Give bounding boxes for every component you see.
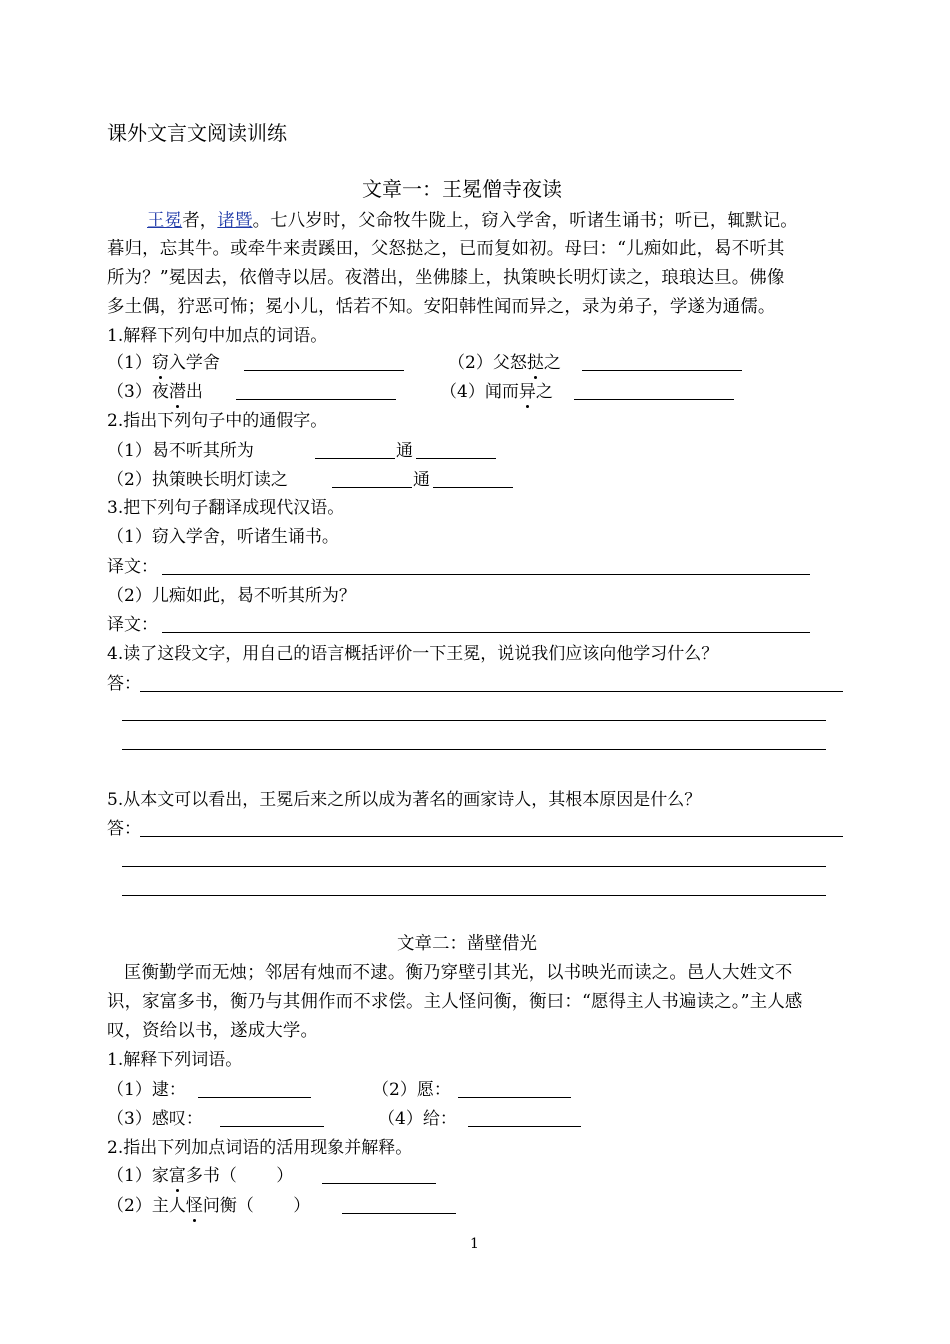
a1-q1-prompt: 1.解释下列句中加点的词语。	[107, 326, 328, 346]
a1-q2-blank1a[interactable]	[315, 458, 395, 459]
text: （4）闻而	[440, 382, 519, 402]
a1-q4-answer-line3[interactable]	[122, 749, 826, 750]
tong-label: 通	[396, 441, 413, 461]
article2-para-line2: 识，家富多书，衡乃与其佣作而不求偿。主人怪问衡，衡曰：“愿得主人书遍读之。”主人感	[107, 992, 803, 1012]
a1-q1-item4	[440, 381, 553, 403]
a2-q1-blank2[interactable]	[458, 1097, 571, 1098]
text: 入学舍	[168, 353, 220, 373]
a1-q1-answer4-blank[interactable]	[574, 399, 734, 400]
a2-q1-blank3[interactable]	[220, 1126, 324, 1127]
article2-heading: 文章二：凿壁借光	[397, 934, 537, 954]
link-zhuji[interactable]: 诸暨	[217, 211, 253, 231]
a1-q2-item2: （2）执策映长明灯读之	[107, 470, 288, 490]
text: 之	[543, 353, 561, 373]
dotted-word: 窃	[151, 353, 169, 373]
a1-q1-item3	[107, 381, 203, 403]
article2-para-line3: 叹，资给以书，遂成大学。	[107, 1021, 319, 1041]
translation-label: 译文：	[107, 615, 158, 635]
a1-q4-prompt: 4.读了这段文字，用自己的语言概括评价一下王冕，说说我们应该向他学习什么？	[107, 644, 719, 664]
a1-q1-answer2-blank[interactable]	[582, 370, 742, 371]
text: 问衡（ ）	[202, 1196, 311, 1216]
a1-q3-answer1-line[interactable]	[162, 574, 810, 575]
text: （2）主人	[107, 1196, 186, 1216]
article1-para-line2: 暮归，忘其牛。或牵牛来责蹊田，父怒挞之，已而复如初。母曰：“儿痴如此，曷不听其	[107, 239, 785, 259]
a2-q1-item3: （3）感叹：	[107, 1109, 203, 1129]
a1-q1-answer3-blank[interactable]	[236, 399, 396, 400]
dotted-word: 异	[518, 382, 536, 402]
link-wangmian[interactable]: 王冕	[147, 211, 183, 231]
a1-q2-prompt: 2.指出下列句子中的通假字。	[107, 411, 328, 431]
a2-q1-prompt: 1.解释下列词语。	[107, 1050, 243, 1070]
a1-q1-answer1-blank[interactable]	[244, 370, 404, 371]
a1-q5-answer-line1[interactable]	[140, 836, 843, 837]
article2-para-line1: 匡衡勤学而无烛；邻居有烛而不逮。衡乃穿壁引其光，以书映光而读之。邑人大姓文不	[124, 963, 793, 983]
a1-q1-item2	[448, 352, 561, 374]
a2-q1-item4: （4）给：	[378, 1109, 457, 1129]
a2-q1-item2: （2）愿：	[372, 1080, 451, 1100]
translation-label: 译文：	[107, 557, 158, 577]
a1-q5-prompt: 5.从本文可以看出，王冕后来之所以成为著名的画家诗人，其根本原因是什么？	[107, 790, 702, 810]
dotted-word: 潜	[168, 382, 186, 402]
a2-q1-blank1[interactable]	[198, 1097, 311, 1098]
text: 出	[185, 382, 203, 402]
dotted-word: 富	[168, 1166, 186, 1186]
a1-q4-answer-line2[interactable]	[122, 720, 826, 721]
a1-q2-blank2b[interactable]	[433, 487, 513, 488]
text: （2）父怒	[448, 353, 527, 373]
article1-para-line3: 所为？”冕因去，依僧寺以居。夜潜出，坐佛膝上，执策映长明灯读之，琅琅达旦。佛像	[107, 268, 785, 288]
a1-q3-item2: （2）儿痴如此，曷不听其所为？	[107, 586, 356, 606]
article1-para-line4: 多土偶，狞恶可怖；冕小儿，恬若不知。安阳韩性闻而异之，录为弟子，学遂为通儒。	[107, 297, 776, 317]
text: 多书（ ）	[185, 1166, 294, 1186]
a1-q5-answer-line3[interactable]	[122, 895, 826, 896]
text: 。七八岁时，父命牧牛陇上，窃入学舍，听诸生诵书；听已，辄默记。	[252, 211, 798, 231]
dotted-word: 怪	[185, 1196, 203, 1216]
a1-q3-prompt: 3.把下列句子翻译成现代汉语。	[107, 498, 345, 518]
a1-q3-answer2-line[interactable]	[162, 632, 810, 633]
text: （1）家	[107, 1166, 169, 1186]
a2-q2-blank1[interactable]	[322, 1183, 436, 1184]
a1-q5-answer-line2[interactable]	[122, 866, 826, 867]
answer-label: 答：	[107, 819, 141, 839]
a1-q2-blank1b[interactable]	[416, 458, 496, 459]
text: （3）夜	[107, 382, 169, 402]
text: （1）	[107, 353, 152, 373]
document-title: 课外文言文阅读训练	[107, 121, 287, 145]
a1-q2-item1: （1）曷不听其所为	[107, 441, 254, 461]
article1-heading: 文章一：王冕僧寺夜读	[362, 177, 562, 201]
a1-q1-item1	[107, 352, 220, 374]
tong-label: 通	[413, 470, 430, 490]
a1-q3-item1: （1）窃入学舍，听诸生诵书。	[107, 527, 339, 547]
text: 者，	[182, 211, 218, 231]
a1-q2-blank2a[interactable]	[332, 487, 412, 488]
a2-q2-item1	[107, 1165, 293, 1187]
a2-q1-item1: （1）逮：	[107, 1080, 186, 1100]
page-number: 1	[470, 1236, 479, 1252]
article1-para-line1	[147, 210, 798, 232]
a2-q2-item2	[107, 1195, 310, 1217]
a2-q2-prompt: 2.指出下列加点词语的活用现象并解释。	[107, 1138, 413, 1158]
answer-label: 答：	[107, 674, 141, 694]
a1-q4-answer-line1[interactable]	[140, 691, 843, 692]
text: 之	[535, 382, 553, 402]
a2-q2-blank2[interactable]	[342, 1213, 456, 1214]
dotted-word: 挞	[526, 353, 544, 373]
a2-q1-blank4[interactable]	[468, 1126, 581, 1127]
